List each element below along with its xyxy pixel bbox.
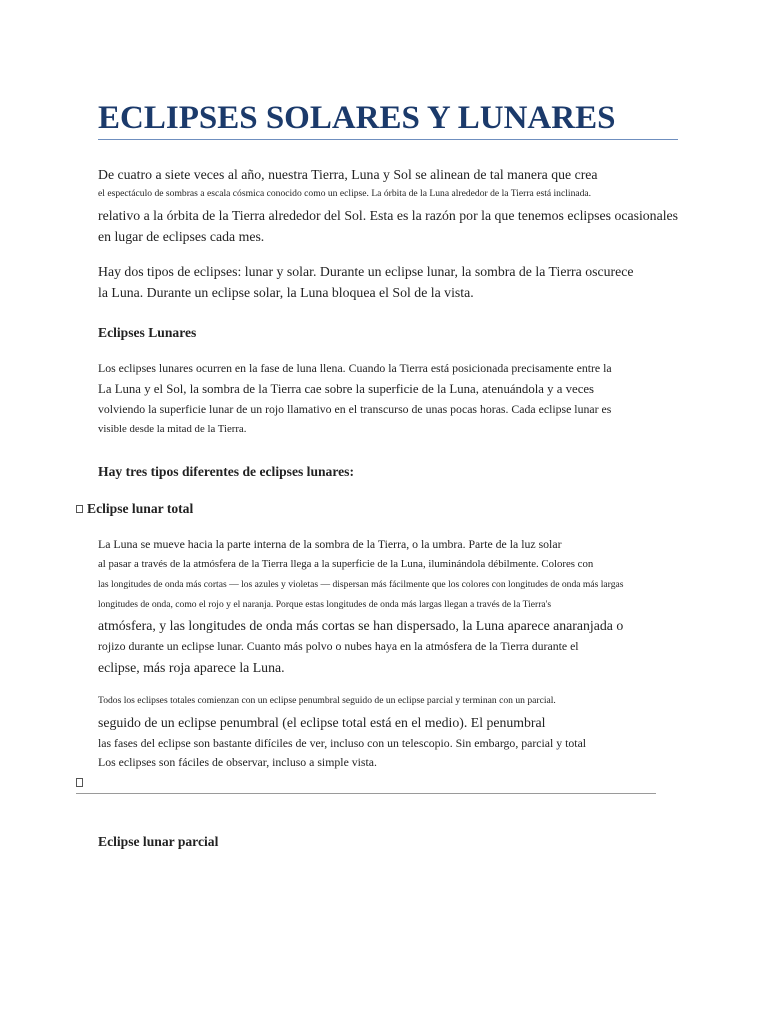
page-title: ECLIPSES SOLARES Y LUNARES xyxy=(98,100,616,136)
total-p1-line-7: eclipse, más roja aparece la Luna. xyxy=(98,660,285,675)
intro-line-4: en lugar de eclipses cada mes. xyxy=(98,229,265,244)
missing-glyph-icon xyxy=(76,778,83,787)
total-p1-line-4: longitudes de onda, como el rojo y el naranja. Porque estas longitudes de onda más largas llegan a través de la Tierra's xyxy=(98,599,552,610)
total-p1-line-2: al pasar a través de la atmósfera de la Tierra llega a la superficie de la Luna, iluminándola débilmente. Colores con xyxy=(98,558,594,570)
lunar-line-2: La Luna y el Sol, la sombra de la Tierra cae sobre la superficie de la Luna, atenuándola y a veces xyxy=(98,382,595,396)
intro-line-3: relativo a la órbita de la Tierra alrededor del Sol. Esta es la razón por la que tenemos eclipses ocasionales xyxy=(98,208,679,223)
intro-line-2: el espectáculo de sombras a escala cósmica conocido como un eclipse. La órbita de la Luna alrededor de la Tierra está inclinada. xyxy=(98,188,592,199)
bullet-icon xyxy=(76,505,83,513)
types-line-1: Hay dos tipos de eclipses: lunar y solar. Durante un eclipse lunar, la sombra de la Tierra oscurece xyxy=(98,264,634,279)
total-eclipse-heading-row xyxy=(76,500,193,518)
partial-eclipse-heading: Eclipse lunar parcial xyxy=(98,834,219,849)
total-p2-line-4: Los eclipses son fáciles de observar, incluso a simple vista. xyxy=(98,755,377,769)
lunar-eclipses-heading: Eclipses Lunares xyxy=(98,325,197,340)
lunar-line-1: Los eclipses lunares ocurren en la fase de luna llena. Cuando la Tierra está posicionada precisamente entre la xyxy=(98,361,612,375)
total-eclipse-heading: Eclipse lunar total xyxy=(87,501,194,516)
section-divider xyxy=(76,793,656,794)
types-line-2: la Luna. Durante un eclipse solar, la Luna bloquea el Sol de la vista. xyxy=(98,285,474,300)
three-types-heading: Hay tres tipos diferentes de eclipses lunares: xyxy=(98,464,354,479)
total-p1-line-6: rojizo durante un eclipse lunar. Cuanto más polvo o nubes haya en la atmósfera de la Tierra durante el xyxy=(98,639,579,653)
intro-line-1: De cuatro a siete veces al año, nuestra Tierra, Luna y Sol se alinean de tal manera que crea xyxy=(98,167,598,182)
total-p2-line-1: Todos los eclipses totales comienzan con un eclipse penumbral seguido de un eclipse parcial y terminan con un parcial. xyxy=(98,695,556,706)
total-p1-line-3: las longitudes de onda más cortas — los azules y violetas — dispersan más fácilmente que los colores con longitudes de onda más largas xyxy=(98,579,624,590)
total-p2-line-3: las fases del eclipse son bastante difíciles de ver, incluso con un telescopio. Sin embargo, parcial y total xyxy=(98,736,587,750)
lunar-line-4: visible desde la mitad de la Tierra. xyxy=(98,423,247,435)
total-p2-line-2: seguido de un eclipse penumbral (el eclipse total está en el medio). El penumbral xyxy=(98,715,546,730)
total-p1-line-1: La Luna se mueve hacia la parte interna de la sombra de la Tierra, o la umbra. Parte de la luz solar xyxy=(98,537,562,551)
total-p1-line-5: atmósfera, y las longitudes de onda más cortas se han dispersado, la Luna aparece anaranjada o xyxy=(98,618,624,633)
lunar-line-3: volviendo la superficie lunar de un rojo llamativo en el transcurso de unas pocas horas. Cada eclipse lunar es xyxy=(98,402,612,416)
title-underline xyxy=(98,139,678,140)
